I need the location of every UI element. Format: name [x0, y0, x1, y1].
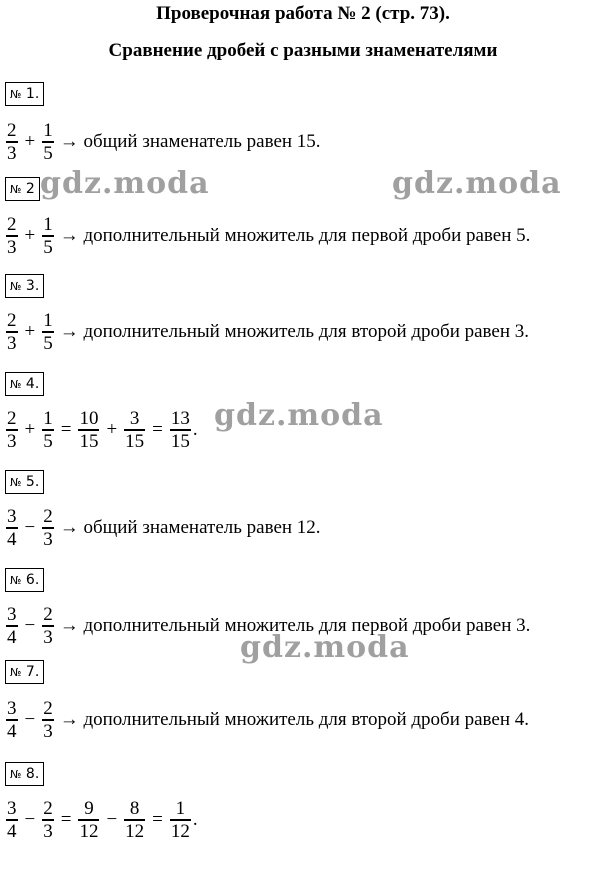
fraction: $\frac{10}{15}$	[79, 408, 99, 452]
task-7-text: → дополнительный множитель для второй дроби равен 4.	[59, 709, 530, 730]
fraction: $\frac{3}{15}$	[125, 408, 145, 452]
watermark: gdz.moda	[214, 398, 384, 433]
fraction: $\frac{2}{3}$	[7, 214, 17, 258]
task-1-line: $\frac{2}{3}$ + $\frac{1}{5}$ → общий знаменатель равен 15.	[7, 120, 321, 164]
task-2-text: → дополнительный множитель для первой дроби равен 5.	[59, 225, 531, 246]
task-number-7: № 7.	[5, 660, 44, 684]
fraction: $\frac{2}{3}$	[43, 506, 53, 550]
task-8-line: $\frac{3}{4}$ − $\frac{2}{3}$ = $\frac{9}{12}$ − $\frac{8}{12}$ = $\frac{1}{12}$ .	[7, 798, 198, 842]
fraction: $\frac{2}{3}$	[43, 698, 53, 742]
task-number-6: № 6.	[5, 568, 44, 592]
task-7-line: $\frac{3}{4}$ − $\frac{2}{3}$ → дополнительный множитель для второй дроби равен 4.	[7, 698, 530, 742]
page-title: Проверочная работа № 2 (стр. 73).	[156, 3, 450, 24]
fraction: $\frac{2}{3}$	[43, 604, 53, 648]
fraction: $\frac{3}{4}$	[7, 604, 17, 648]
fraction: $\frac{8}{12}$	[125, 798, 145, 842]
fraction: $\frac{13}{15}$	[170, 408, 190, 452]
fraction: $\frac{2}{3}$	[7, 310, 17, 354]
task-2-line: $\frac{2}{3}$ + $\frac{1}{5}$ → дополнительный множитель для первой дроби равен 5.	[7, 214, 531, 258]
fraction: $\frac{1}{5}$	[43, 408, 53, 452]
fraction: $\frac{3}{4}$	[7, 506, 17, 550]
task-5-line: $\frac{3}{4}$ − $\frac{2}{3}$ → общий знаменатель равен 12.	[7, 506, 321, 550]
task-number-5: № 5.	[5, 470, 44, 494]
fraction: $\frac{1}{5}$	[43, 310, 53, 354]
page-subtitle: Сравнение дробей с разными знаменателями	[108, 40, 498, 61]
task-number-1: № 1.	[5, 82, 44, 106]
task-number-2: № 2	[5, 177, 40, 201]
task-6-line: $\frac{3}{4}$ − $\frac{2}{3}$ → дополнительный множитель для первой дроби равен 3.	[7, 604, 531, 648]
task-3-text: → дополнительный множитель для второй дроби равен 3.	[59, 321, 530, 342]
fraction: $\frac{1}{5}$	[43, 214, 53, 258]
task-number-4: № 4.	[5, 372, 44, 396]
task-5-text: → общий знаменатель равен 12.	[59, 517, 321, 538]
fraction: $\frac{3}{4}$	[7, 698, 17, 742]
watermark: gdz.moda	[392, 166, 562, 201]
task-6-text: → дополнительный множитель для первой дроби равен 3.	[59, 615, 531, 636]
task-number-3: № 3.	[5, 274, 44, 298]
fraction: $\frac{3}{4}$	[7, 798, 17, 842]
fraction: $\frac{1}{5}$	[43, 120, 53, 164]
task-4-line: $\frac{2}{3}$ + $\frac{1}{5}$ = $\frac{10}{15}$ + $\frac{3}{15}$ = $\frac{13}{15}$ .	[7, 408, 198, 452]
task-3-line: $\frac{2}{3}$ + $\frac{1}{5}$ → дополнительный множитель для второй дроби равен 3.	[7, 310, 530, 354]
fraction: $\frac{1}{12}$	[170, 798, 190, 842]
watermark: gdz.moda	[240, 630, 410, 665]
fraction: $\frac{2}{3}$	[7, 408, 17, 452]
fraction: $\frac{2}{3}$	[43, 798, 53, 842]
task-number-8: № 8.	[5, 762, 44, 786]
fraction: $\frac{9}{12}$	[79, 798, 99, 842]
watermark: gdz.moda	[40, 166, 210, 201]
task-1-text: → общий знаменатель равен 15.	[59, 131, 321, 152]
fraction: $\frac{2}{3}$	[7, 120, 17, 164]
